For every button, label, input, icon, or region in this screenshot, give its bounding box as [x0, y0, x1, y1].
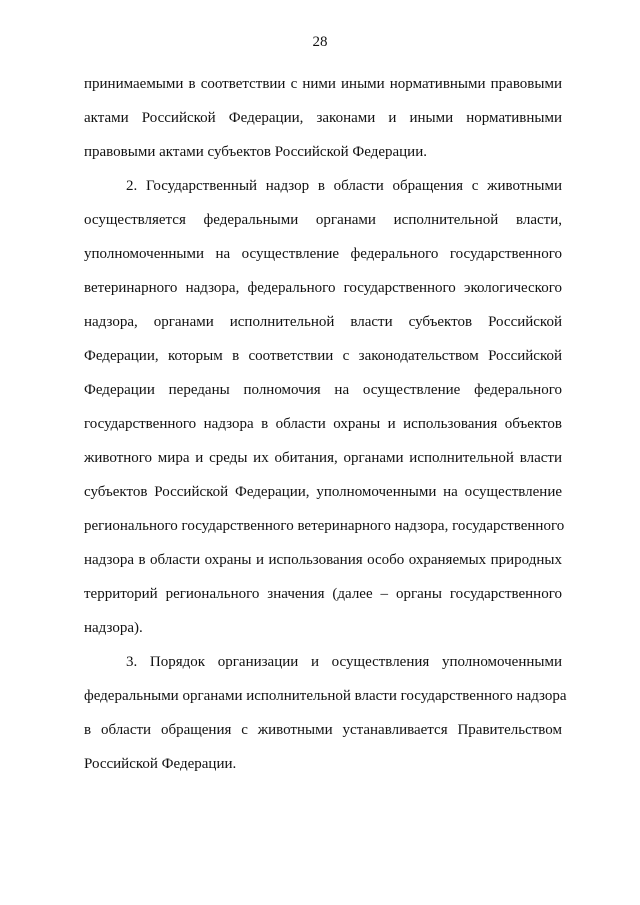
text-line: в области обращения с животными устанавливается Правительством — [84, 722, 562, 738]
document-body — [84, 67, 567, 781]
text-line: 3. Порядок организации и осуществления уполномоченными — [126, 654, 562, 670]
paragraph-1 — [84, 67, 562, 169]
text-line: субъектов Российской Федерации, уполномоченными на осуществление — [84, 484, 562, 500]
text-line: 2. Государственный надзор в области обращения с животными — [126, 178, 562, 194]
text-line: Федерации, которым в соответствии с законодательством Российской — [84, 348, 562, 364]
paragraph-3 — [84, 645, 567, 781]
text-line: Федерации переданы полномочия на осуществление федерального — [84, 382, 562, 398]
text-line: государственного надзора в области охраны и использования объектов — [84, 416, 562, 432]
text-line: Российской Федерации. — [84, 756, 237, 772]
text-line: животного мира и среды их обитания, органами исполнительной власти — [84, 450, 562, 466]
text-line: уполномоченными на осуществление федерального государственного — [84, 246, 562, 262]
page-number: 28 — [312, 34, 328, 50]
text-line: актами Российской Федерации, законами и иными нормативными — [84, 110, 562, 126]
text-line: осуществляется федеральными органами исполнительной власти, — [84, 212, 562, 228]
text-line: федеральными органами исполнительной власти государственного надзора — [84, 688, 567, 704]
text-line: принимаемыми в соответствии с ними иными нормативными правовыми — [84, 76, 562, 92]
text-line: надзора, органами исполнительной власти субъектов Российской — [84, 314, 562, 330]
text-line: территорий регионального значения (далее – органы государственного — [84, 586, 562, 602]
text-line: ветеринарного надзора, федерального государственного экологического — [84, 280, 562, 296]
text-line: регионального государственного ветеринарного надзора, государственного — [84, 518, 565, 534]
text-line: правовыми актами субъектов Российской Федерации. — [84, 144, 427, 160]
paragraph-2 — [84, 169, 565, 645]
text-line: надзора). — [84, 620, 143, 636]
text-line: надзора в области охраны и использования особо охраняемых природных — [84, 552, 562, 568]
